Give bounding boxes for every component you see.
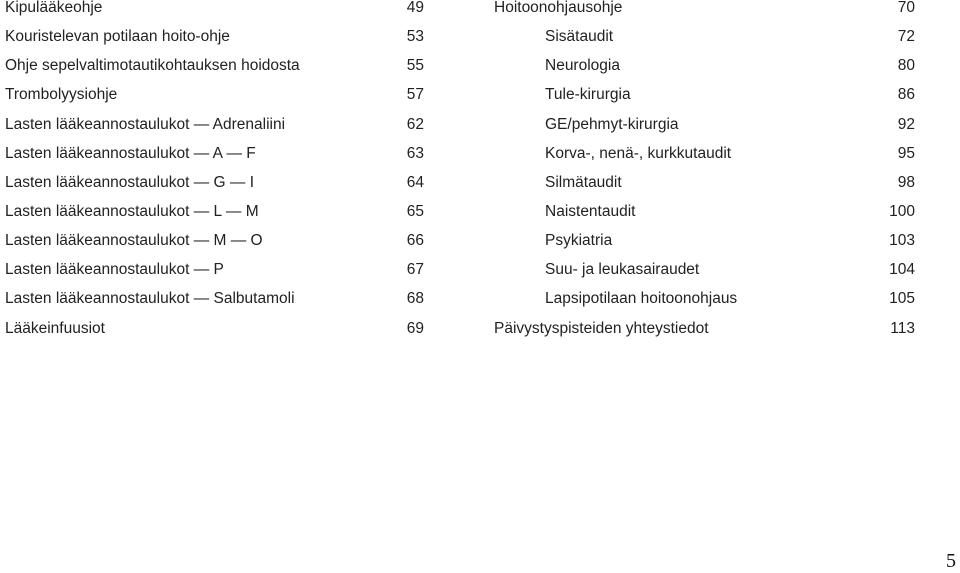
toc-entry[interactable]	[5, 117, 424, 146]
toc-entry-page: 63	[406, 144, 424, 162]
toc-entry-title: Lääkeinfuusiot	[5, 319, 105, 337]
toc-entry[interactable]	[5, 321, 424, 350]
toc-entry-title: Sisätaudit	[545, 28, 614, 46]
toc-entry[interactable]	[5, 146, 424, 175]
toc-entry-page: 95	[897, 144, 915, 162]
toc-left-column	[5, 0, 424, 350]
toc-entry-title: GE/pehmyt-kirurgia	[545, 115, 679, 133]
toc-entry-title: Trombolyysiohje	[5, 86, 118, 104]
toc-entry-title: Päivystyspisteiden yhteystiedot	[494, 319, 709, 337]
toc-entry-page: 92	[897, 115, 915, 133]
toc-entry-page: 57	[406, 86, 424, 104]
toc-entry-title: Lasten lääkeannostaulukot — A — F	[5, 144, 256, 162]
toc-entry-page: 104	[889, 261, 915, 279]
toc-entry-page: 65	[406, 202, 424, 220]
toc-entry[interactable]	[5, 204, 424, 233]
toc-entry[interactable]	[494, 146, 915, 175]
toc-entry[interactable]	[5, 87, 424, 116]
toc-entry-title: Lapsipotilaan hoitoonohjaus	[545, 290, 738, 308]
toc-entry-title: Lasten lääkeannostaulukot — Salbutamoli	[5, 290, 295, 308]
toc-entry-page: 72	[897, 28, 915, 46]
toc-entry-title: Naistentaudit	[545, 202, 636, 220]
toc-entry-title: Suu- ja leukasairaudet	[545, 261, 700, 279]
toc-entry-title: Kipulääkeohje	[5, 0, 103, 16]
toc-entry[interactable]	[494, 291, 915, 320]
toc-entry-title: Lasten lääkeannostaulukot — G — I	[5, 173, 255, 191]
toc-entry-page: 68	[406, 290, 424, 308]
toc-entry-title: Lasten lääkeannostaulukot — P	[5, 261, 224, 279]
toc-entry-title: Kouristelevan potilaan hoito-ohje	[5, 28, 230, 46]
toc-entry-page: 105	[889, 290, 915, 308]
toc-entry-page: 113	[890, 319, 915, 337]
toc-entry-page: 80	[897, 57, 915, 75]
toc-entry-title: Korva-, nenä-, kurkkutaudit	[545, 144, 732, 162]
toc-entry-page: 62	[406, 115, 424, 133]
toc-entry-title: Neurologia	[545, 57, 620, 75]
toc-entry[interactable]	[5, 233, 424, 262]
toc-entry-title: Silmätaudit	[545, 173, 622, 191]
toc-entry-page: 103	[889, 232, 915, 250]
toc-entry[interactable]	[494, 262, 915, 291]
toc-entry-page: 67	[406, 261, 424, 279]
toc-entry-page: 70	[897, 0, 915, 16]
toc-entry[interactable]	[494, 117, 915, 146]
toc-entry-title: Lasten lääkeannostaulukot — M — O	[5, 232, 263, 250]
toc-entry-title: Ohje sepelvaltimotautikohtauksen hoidosta	[5, 57, 300, 75]
toc-entry-page: 64	[406, 173, 424, 191]
toc-entry[interactable]	[494, 87, 915, 116]
toc-entry[interactable]	[5, 291, 424, 320]
toc-entry[interactable]	[5, 175, 424, 204]
toc-entry-page: 86	[897, 86, 915, 104]
toc-entry[interactable]	[494, 58, 915, 87]
toc-entry-title: Tule-kirurgia	[545, 86, 631, 104]
toc-entry-title: Lasten lääkeannostaulukot — Adrenaliini	[5, 115, 286, 133]
toc-entry[interactable]	[5, 29, 424, 58]
toc-entry[interactable]	[494, 0, 915, 29]
toc-entry-title: Hoitoonohjausohje	[494, 0, 623, 16]
toc-entry[interactable]	[494, 29, 915, 58]
toc-entry-title: Psykiatria	[545, 232, 613, 250]
toc-entry[interactable]	[494, 233, 915, 262]
toc-entry-title: Lasten lääkeannostaulukot — L — M	[5, 202, 259, 220]
toc-entry-page: 49	[406, 0, 424, 16]
toc-right-column	[494, 0, 915, 350]
toc-entry[interactable]	[494, 175, 915, 204]
toc-entry-page: 53	[406, 28, 424, 46]
page-number: 5	[946, 550, 956, 572]
toc-entry[interactable]	[494, 321, 915, 350]
toc-entry[interactable]	[5, 0, 424, 29]
toc-entry[interactable]	[5, 58, 424, 87]
toc-entry-page: 100	[889, 202, 915, 220]
toc-entry[interactable]	[494, 204, 915, 233]
toc-entry-page: 98	[897, 173, 915, 191]
toc-entry-page: 69	[406, 319, 424, 337]
toc-entry-page: 55	[406, 57, 424, 75]
toc-entry-page: 66	[406, 232, 424, 250]
toc-entry[interactable]	[5, 262, 424, 291]
